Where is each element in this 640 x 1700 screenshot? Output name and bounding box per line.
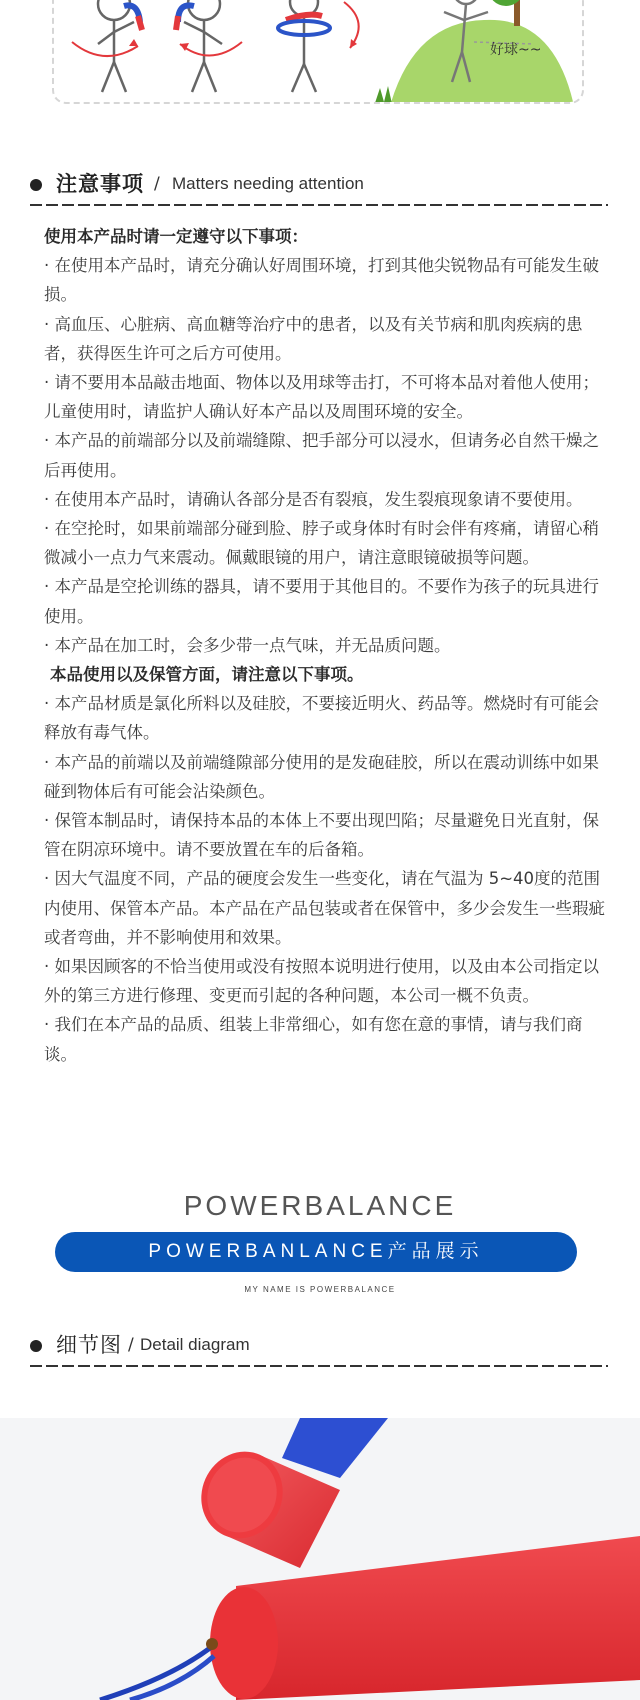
storage-item: · 因大气温度不同，产品的硬度会发生一些变化，请在气温为 5~40度的范围内使用、保管本产品。本产品在产品包装或者在保管中，多少会发生一些瑕疵或者弯曲，并不影响使用和效果。	[44, 869, 605, 947]
notice-item: · 在使用本产品时，请确认各部分是否有裂痕，发生裂痕现象请不要使用。	[44, 489, 583, 509]
grass-hill	[390, 20, 574, 104]
figure-2	[184, 0, 222, 92]
speech-label: 好球~~	[490, 42, 542, 58]
notice-item: · 本产品的前端部分以及前端缝隙、把手部分可以浸水，但请务必自然干燥之后再使用。	[44, 431, 599, 480]
storage-heading: 本品使用以及保管方面，请注意以下事项。	[50, 665, 364, 685]
notice-item: · 在使用本产品时，请充分确认好周围环境，打到其他尖锐物品有可能发生破损。	[44, 256, 599, 305]
storage-item: · 我们在本产品的品质、组装上非常细心，如有您在意的事情，请与我们商谈。	[44, 1015, 583, 1064]
title-separator: /	[128, 1335, 134, 1355]
blue-handle	[282, 1418, 388, 1478]
dashed-divider	[30, 1365, 608, 1367]
notice-content	[44, 222, 606, 1069]
product-showcase-banner: POWERBANLANCE产品展示	[55, 1232, 577, 1272]
storage-item: · 保管本制品时，请保持本品的本体上不要出现凹陷；尽量避免日光直射，保管在阴凉环境中。请不要放置在车的后备箱。	[44, 811, 599, 860]
usage-illustration	[52, 0, 584, 104]
notice-intro: 使用本产品时请一定遵守以下事项：	[44, 227, 308, 246]
notice-title-en: Matters needing attention	[172, 174, 364, 193]
detail-title-zh: 细节图	[56, 1333, 122, 1357]
notice-item: · 在空抡时，如果前端部分碰到脸、脖子或身体时有时会伴有疼痛，请留心稍微减小一点力气来震动。佩戴眼镜的用户，请注意眼镜破损等问题。	[44, 519, 599, 568]
brand-name: POWERBALANCE	[183, 1190, 457, 1221]
detail-title-en: Detail diagram	[140, 1335, 250, 1354]
foam-stick-closeup	[0, 1418, 640, 1700]
dashed-divider	[30, 204, 608, 206]
notice-item: · 本产品是空抡训练的器具，请不要用于其他目的。不要作为孩子的玩具进行使用。	[44, 577, 599, 626]
brand-tagline: MY NAME IS POWERBALANCE	[244, 1285, 396, 1294]
figure-1	[98, 0, 134, 92]
bullet-dot-icon	[30, 179, 42, 191]
notice-item: · 本产品在加工时，会多少带一点气味，并无品质问题。	[44, 635, 451, 655]
storage-item: · 本产品的前端以及前端缝隙部分使用的是发砲硅胶，所以在震动训练中如果碰到物体后有可能会沾染颜色。	[44, 752, 599, 801]
notice-title-zh: 注意事项	[56, 172, 144, 196]
stick-figures-drawing	[54, 0, 584, 104]
storage-item: · 本产品材质是氯化所料以及硅胶，不要接近明火、药品等。燃烧时有可能会释放有毒气体。	[44, 694, 599, 743]
notice-item: · 高血压、心脏病、高血糖等治疗中的患者，以及有关节病和肌肉疾病的患者，获得医生许可之后方可使用。	[44, 314, 583, 363]
storage-item: · 如果因顾客的不恰当使用或没有按照本说明进行使用，以及由本公司指定以外的第三方进行修理、变更而引起的各种问题，本公司一概不负责。	[44, 957, 599, 1006]
bullet-dot-icon	[30, 1340, 42, 1352]
product-detail-photo	[0, 1418, 640, 1700]
notice-item: · 请不要用本品敲击地面、物体以及用球等击打，不可将本品对着他人使用；儿童使用时，请监护人确认好本产品以及周围环境的安全。	[44, 373, 599, 422]
title-separator: /	[154, 174, 160, 194]
